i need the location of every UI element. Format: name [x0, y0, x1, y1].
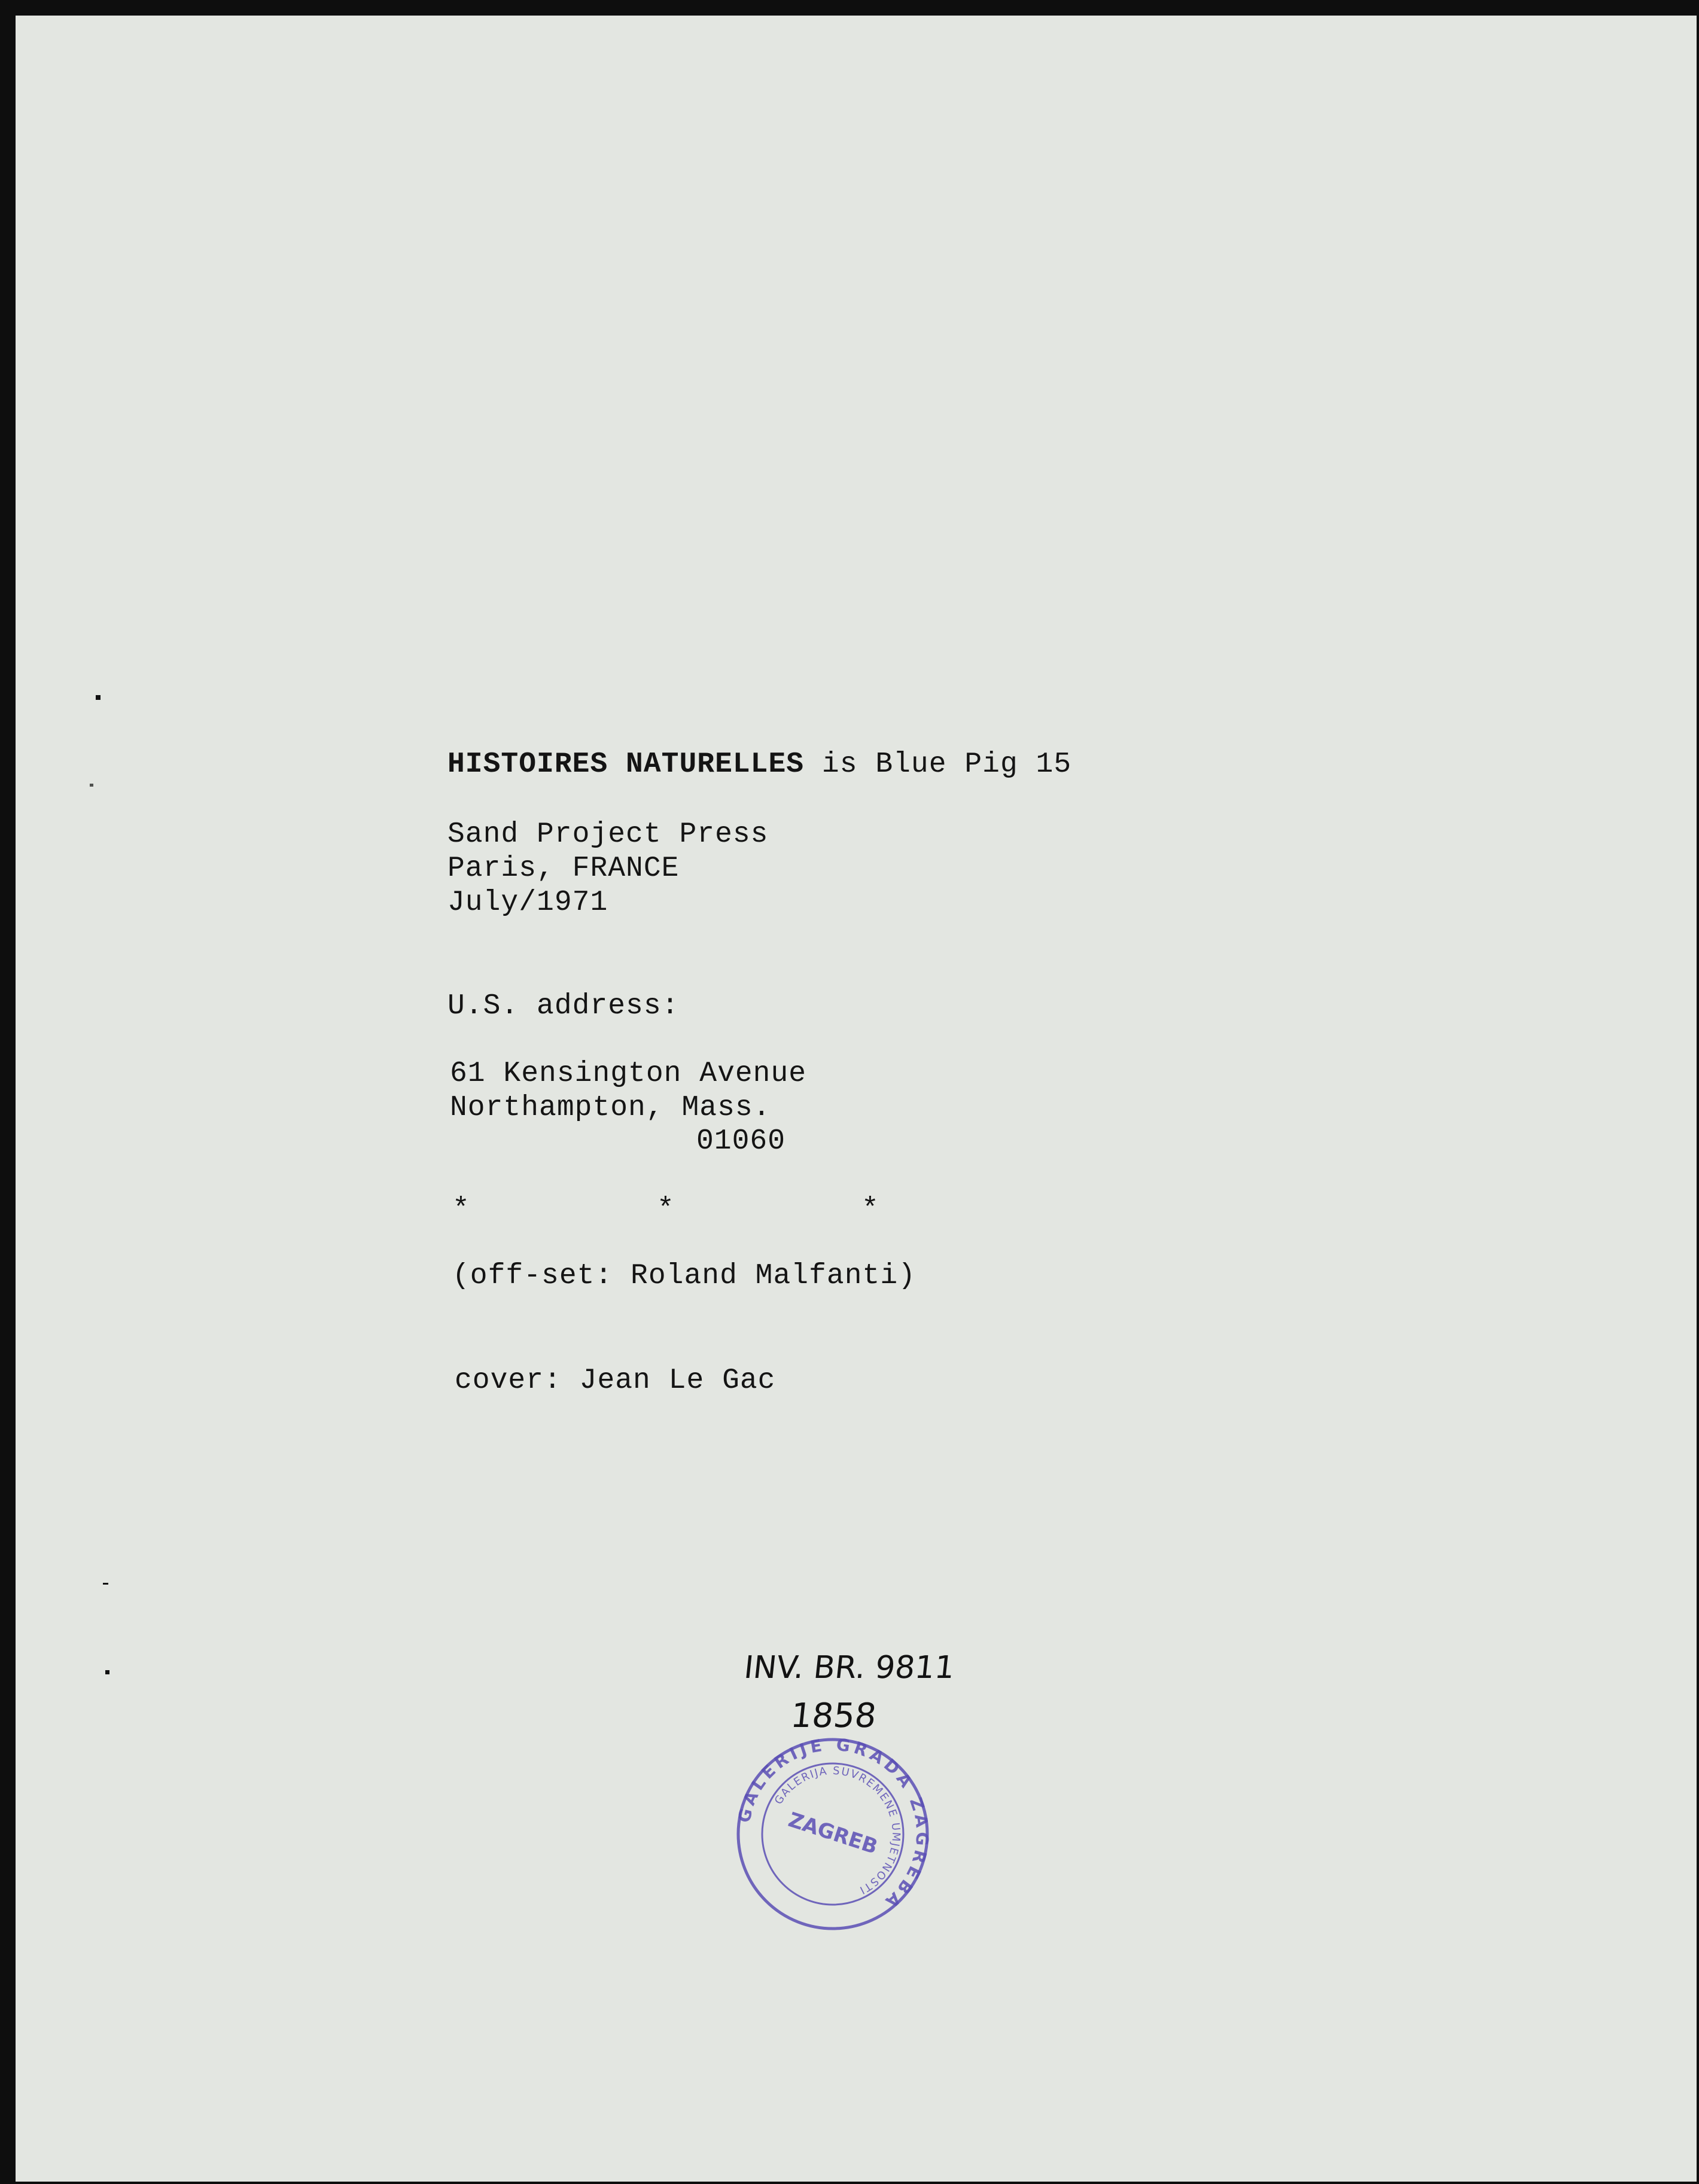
margin-mark-1 — [96, 695, 101, 700]
offset-credit: (off-set: Roland Malfanti) — [452, 1260, 916, 1292]
document-title — [447, 750, 1071, 779]
us-address-label: U.S. address: — [447, 990, 680, 1022]
title-bold-part: HISTOIRES NATURELLES — [447, 748, 805, 781]
separator-star-1: * — [452, 1193, 470, 1226]
museum-stamp — [725, 1726, 940, 1942]
cover-credit: cover: Jean Le Gac — [455, 1364, 776, 1397]
stamp-outer-text: GALERIJE GRADA ZAGREBA — [734, 1734, 933, 1914]
address-line-2: Northampton, Mass. — [450, 1092, 771, 1124]
margin-mark-3 — [103, 1583, 108, 1585]
document-page — [16, 16, 1697, 2182]
title-rest: is Blue Pig 15 — [804, 748, 1072, 781]
publisher-line-3: July/1971 — [447, 887, 608, 919]
publisher-line-2: Paris, FRANCE — [447, 852, 680, 885]
address-zip: 01060 — [696, 1125, 786, 1158]
inventory-number: 1858 — [788, 1696, 878, 1735]
address-line-1: 61 Kensington Avenue — [450, 1058, 807, 1090]
margin-mark-4 — [105, 1670, 109, 1674]
separator-star-3: * — [861, 1193, 879, 1226]
stamp-center-text: ZAGREB — [785, 1808, 881, 1859]
inventory-note: INV. BR. 9811 — [742, 1650, 957, 1686]
publisher-line-1: Sand Project Press — [447, 818, 769, 851]
stamp-inner-text: GALERIJA SUVREMENE UMJETNOSTI — [772, 1764, 903, 1897]
margin-mark-2 — [90, 784, 93, 787]
separator-star-2: * — [657, 1193, 675, 1226]
